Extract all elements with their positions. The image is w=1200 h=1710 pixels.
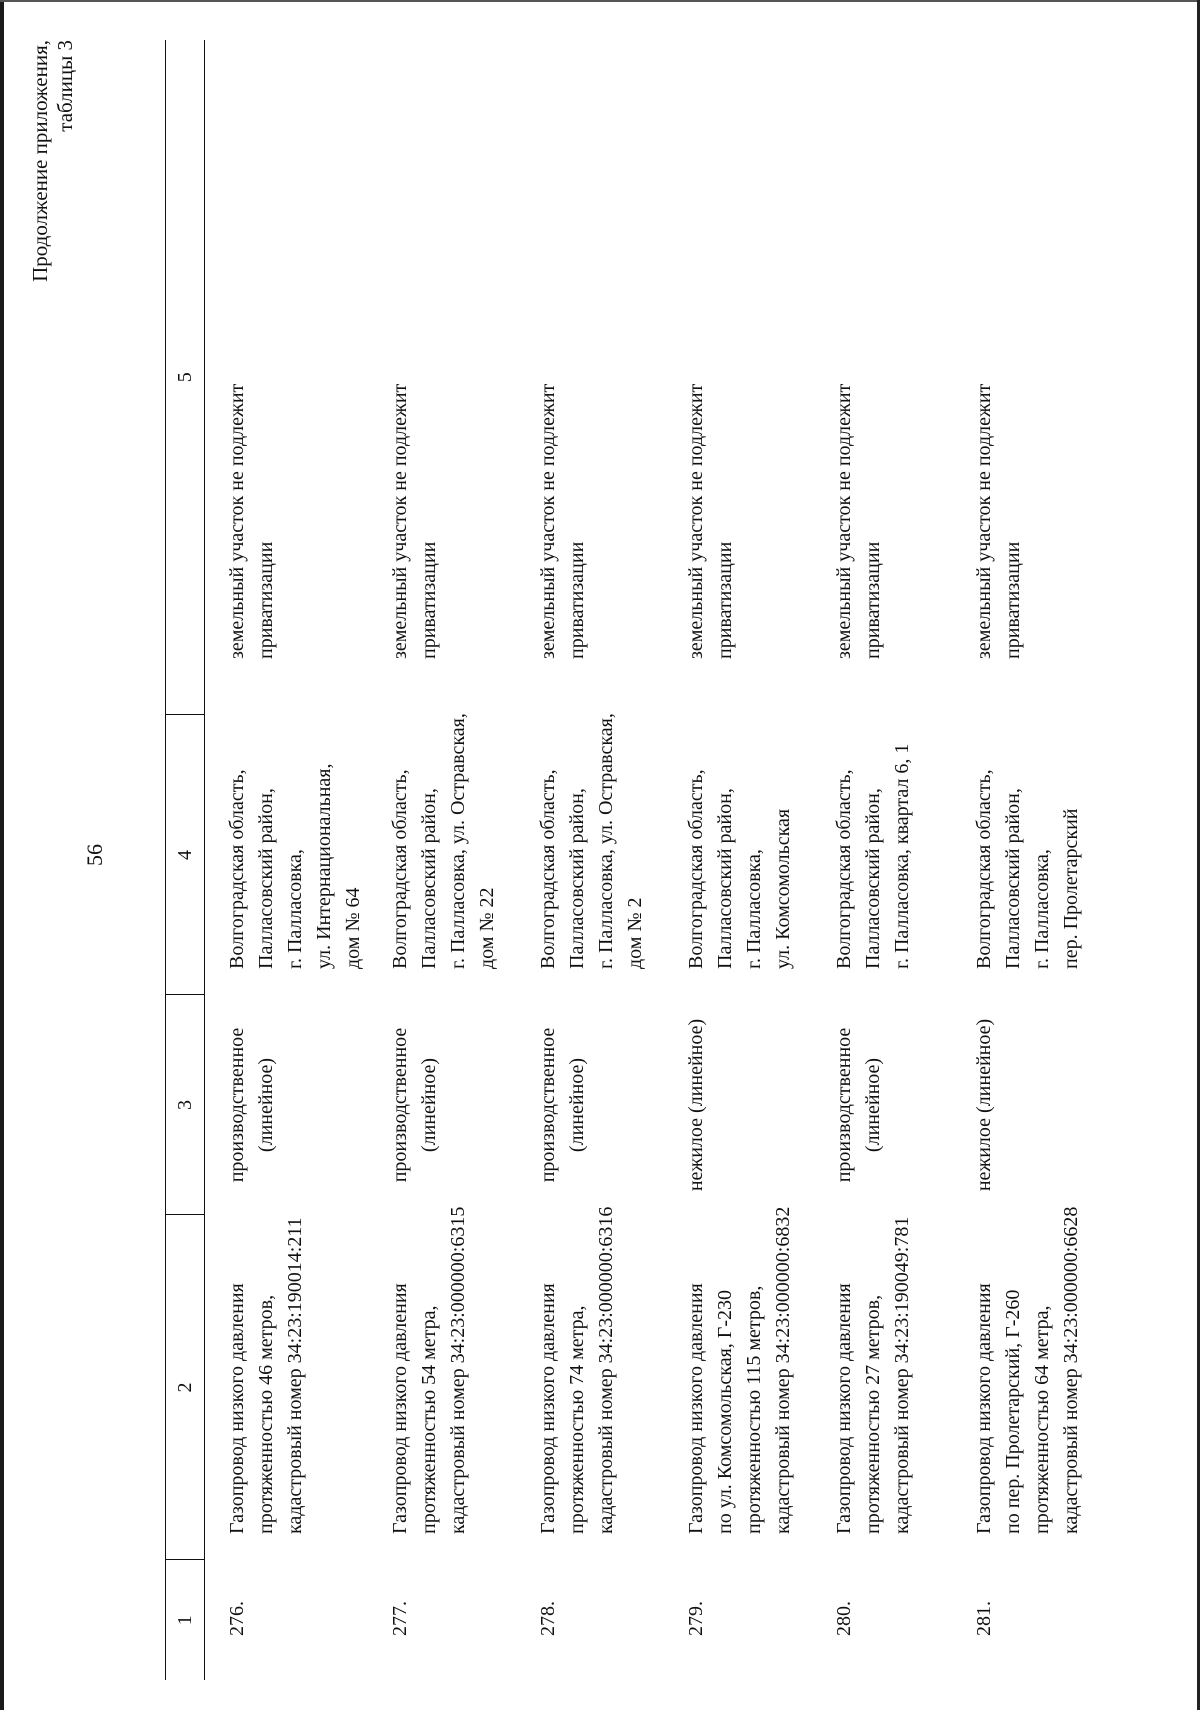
object-address-cell	[664, 715, 812, 995]
object-purpose-line: нежилое (линейное)	[973, 1018, 995, 1192]
object-purpose-cell	[205, 995, 369, 1215]
object-purpose-line: (линейное)	[418, 1057, 440, 1153]
object-address-cell	[516, 715, 664, 995]
object-name-line: протяженностью 115 метров,	[743, 1285, 765, 1534]
continuation-note-line: таблицы 3	[53, 40, 77, 132]
object-address-line: г. Палласовка, квартал 6, 1	[891, 743, 913, 969]
object-name-line: кадастровый номер 34:23:190014:211	[284, 1217, 306, 1534]
object-name-line: Газопровод низкого давления	[685, 1283, 707, 1534]
object-address-line: г. Палласовка,	[743, 849, 765, 969]
land-note-line: приватизации	[418, 541, 440, 659]
continuation-note	[28, 40, 78, 440]
object-name-line: Газопровод низкого давления	[537, 1283, 559, 1534]
land-note-cell	[205, 40, 369, 715]
object-address-line: Палласовский район,	[714, 788, 736, 969]
object-purpose-cell	[812, 995, 952, 1215]
table-row	[368, 40, 516, 1680]
land-note-line: приватизации	[714, 541, 736, 659]
object-address-line: Палласовский район,	[1002, 788, 1024, 969]
table-row	[812, 40, 952, 1680]
object-name-line: кадастровый номер 34:23:000000:6628	[1060, 1206, 1082, 1534]
object-purpose-line: производственное	[389, 1027, 411, 1183]
land-note-line: приватизации	[255, 541, 277, 659]
object-purpose-line: производственное	[226, 1027, 248, 1183]
land-note-line: земельный участок не подлежит	[537, 383, 559, 659]
column-header-4: 4	[166, 715, 205, 995]
land-note-line: приватизации	[1002, 541, 1024, 659]
object-address-line: Волгоградская область,	[685, 769, 707, 969]
object-name-line: кадастровый номер 34:23:000000:6832	[772, 1206, 794, 1534]
row-number-cell: 276.	[226, 1601, 248, 1636]
property-register-table	[165, 40, 1092, 1680]
header-row	[166, 40, 205, 1680]
object-purpose-cell	[952, 995, 1092, 1215]
object-name-line: по пер. Пролетарский, Г-260	[1002, 1289, 1024, 1534]
object-name-cell	[516, 1206, 664, 1560]
object-name-line: протяженностью 64 метра,	[1031, 1305, 1053, 1534]
land-note-cell	[368, 40, 516, 715]
object-address-cell	[368, 715, 516, 995]
object-name-cell	[205, 1215, 369, 1560]
object-name-line: кадастровый номер 34:23:190049:781	[891, 1216, 913, 1534]
land-note-line: земельный участок не подлежит	[226, 383, 248, 659]
object-address-line: Волгоградская область,	[973, 769, 995, 969]
table-body	[205, 40, 1093, 1680]
object-address-line: г. Палласовка,	[284, 849, 306, 969]
object-address-line: Палласовский район,	[418, 788, 440, 969]
object-name-line: протяженностью 46 метров,	[255, 1294, 277, 1534]
object-address-line: Волгоградская область,	[226, 769, 248, 969]
land-note-line: земельный участок не подлежит	[685, 383, 707, 659]
object-address-line: дом № 22	[476, 887, 498, 969]
object-address-line: Волгоградская область,	[389, 769, 411, 969]
land-note-line: земельный участок не подлежит	[389, 383, 411, 659]
object-name-line: Газопровод низкого давления	[973, 1283, 995, 1534]
object-name-line: кадастровый номер 34:23:000000:6316	[595, 1206, 617, 1534]
land-note-line: приватизации	[862, 541, 884, 659]
object-address-line: дом № 64	[342, 887, 364, 969]
land-note-cell	[952, 40, 1092, 715]
object-name-line: кадастровый номер 34:23:000000:6315	[447, 1206, 469, 1534]
object-purpose-line: производственное	[833, 1027, 855, 1183]
object-address-cell	[952, 715, 1092, 995]
object-purpose-line: нежилое (линейное)	[685, 1018, 707, 1192]
object-purpose-line: (линейное)	[566, 1057, 588, 1153]
object-address-line: дом № 2	[624, 897, 646, 969]
object-purpose-line: (линейное)	[862, 1057, 884, 1153]
land-note-line: земельный участок не подлежит	[973, 383, 995, 659]
object-purpose-line: (линейное)	[255, 1057, 277, 1153]
page-number: 56	[82, 844, 107, 866]
object-address-line: г. Палласовка, ул. Остравская,	[447, 713, 469, 969]
object-address-line: ул. Интернациональная,	[313, 763, 335, 969]
object-purpose-cell	[664, 995, 812, 1215]
column-header-1: 1	[166, 1560, 205, 1680]
table-row	[664, 40, 812, 1680]
object-name-cell	[368, 1206, 516, 1560]
object-address-line: Палласовский район,	[566, 788, 588, 969]
object-name-line: протяженностью 74 метра,	[566, 1305, 588, 1534]
object-address-line: Палласовский район,	[862, 788, 884, 969]
object-address-line: Палласовский район,	[255, 788, 277, 969]
row-number-cell: 281.	[973, 1601, 995, 1636]
row-number-cell: 277.	[389, 1601, 411, 1636]
row-number-cell: 278.	[537, 1601, 559, 1636]
continuation-note-line: Продолжение приложения,	[28, 40, 52, 282]
table-row	[952, 40, 1092, 1680]
object-name-line: по ул. Комсомольская, Г-230	[714, 1289, 736, 1534]
object-address-line: Волгоградская область,	[537, 769, 559, 969]
object-purpose-cell	[516, 995, 664, 1215]
object-purpose-line: производственное	[537, 1027, 559, 1183]
object-address-line: г. Палласовка,	[1031, 849, 1053, 969]
object-name-line: протяженностью 54 метра,	[418, 1305, 440, 1534]
land-note-line: приватизации	[566, 541, 588, 659]
object-name-cell	[952, 1206, 1092, 1560]
object-name-line: Газопровод низкого давления	[389, 1283, 411, 1534]
object-name-line: Газопровод низкого давления	[833, 1283, 855, 1534]
column-header-2: 2	[166, 1215, 205, 1560]
row-number-cell: 280.	[833, 1601, 855, 1636]
object-address-cell	[205, 715, 369, 995]
land-note-cell	[516, 40, 664, 715]
object-address-line: ул. Комсомольская	[772, 808, 794, 969]
land-note-line: земельный участок не подлежит	[833, 383, 855, 659]
object-name-cell	[664, 1206, 812, 1560]
column-header-3: 3	[166, 995, 205, 1215]
table-header	[166, 40, 205, 1680]
object-address-line: г. Палласовка, ул. Остравская,	[595, 713, 617, 969]
object-purpose-cell	[368, 995, 516, 1215]
column-header-5: 5	[166, 40, 205, 715]
row-number-cell: 279.	[685, 1601, 707, 1636]
table-row	[516, 40, 664, 1680]
object-name-line: протяженностью 27 метров,	[862, 1294, 884, 1534]
object-address-cell	[812, 715, 952, 995]
object-name-line: Газопровод низкого давления	[226, 1283, 248, 1534]
table-row	[205, 40, 369, 1680]
object-address-line: пер. Пролетарский	[1060, 808, 1082, 969]
land-note-cell	[664, 40, 812, 715]
land-note-cell	[812, 40, 952, 715]
object-name-cell	[812, 1215, 952, 1560]
object-address-line: Волгоградская область,	[833, 769, 855, 969]
